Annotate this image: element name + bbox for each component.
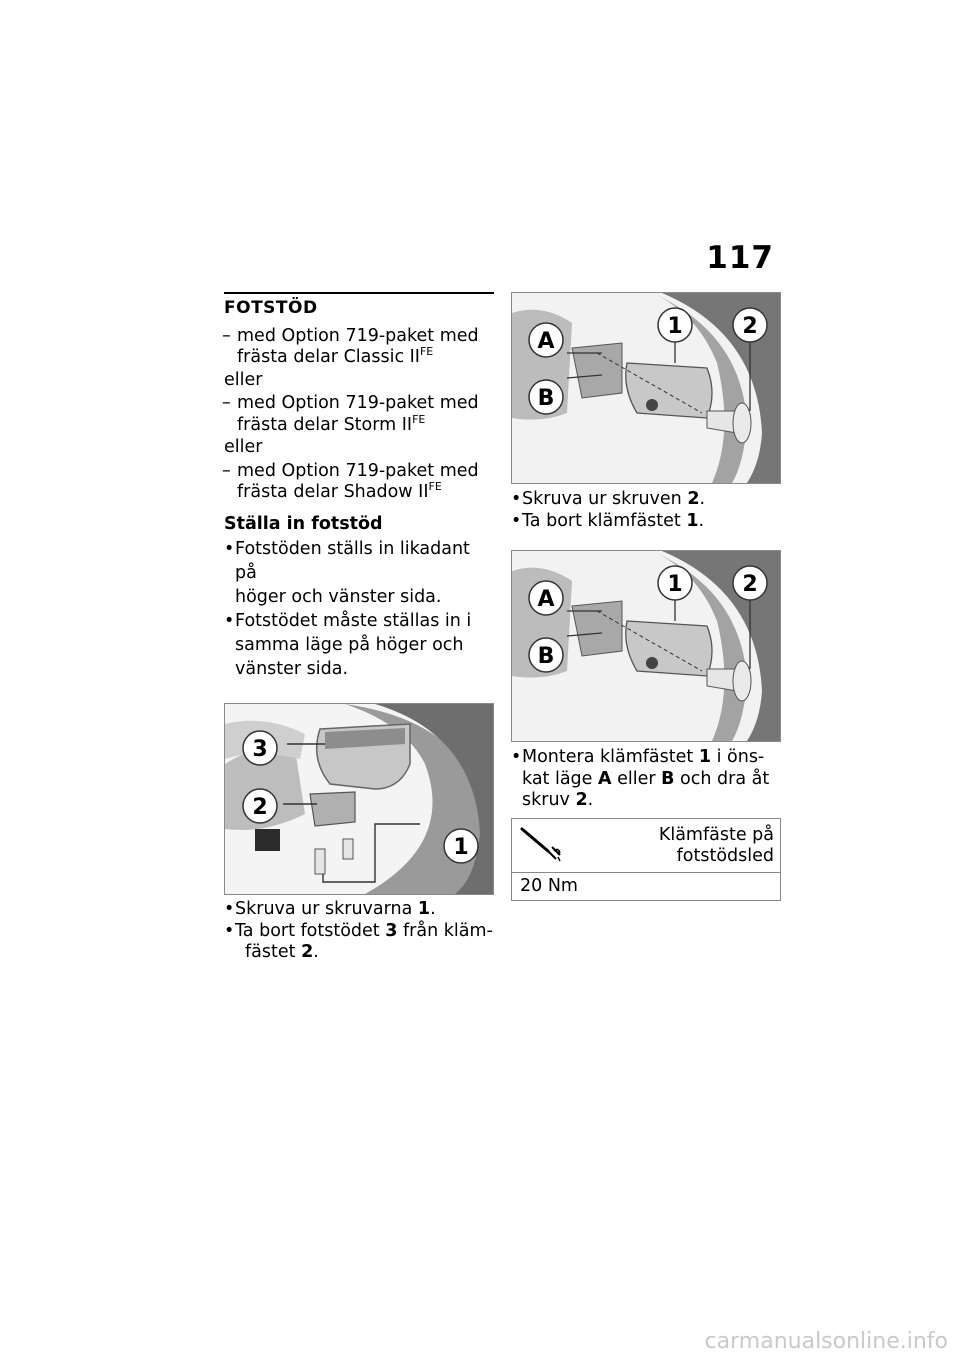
dash-mark: – xyxy=(222,460,231,481)
bullet-text: vänster sida. xyxy=(235,659,349,679)
section-title: FOTSTÖD xyxy=(224,298,318,318)
option-line xyxy=(237,412,494,437)
step-text: Ta bort klämfästet 1. xyxy=(522,510,705,531)
figure-label: 2 xyxy=(252,795,268,820)
bullet-text: Fotstödet måste ställas in i xyxy=(235,611,472,631)
step-item xyxy=(511,489,781,511)
torque-table xyxy=(511,818,781,902)
step-item xyxy=(511,511,781,533)
footrest-figure xyxy=(224,703,494,895)
step-text: Ta bort fotstödet 3 från kläm- xyxy=(235,920,493,941)
step-text: kat läge A eller B och dra åt xyxy=(522,768,770,789)
figure-label: 1 xyxy=(667,314,683,339)
figure-label: B xyxy=(537,386,555,411)
option-sup: FE xyxy=(412,412,426,426)
or-text: eller xyxy=(224,369,263,390)
torque-label: Klämfäste på fotstödsled xyxy=(658,824,774,866)
torque-table-header xyxy=(512,819,780,873)
figure-label: 3 xyxy=(252,737,268,762)
clamp-figure-mount xyxy=(511,550,781,742)
bullet-item xyxy=(224,537,494,609)
figure-label: 1 xyxy=(667,572,683,597)
step-item xyxy=(224,899,494,921)
option-text: frästa delar Storm II xyxy=(237,414,413,435)
dash-mark: – xyxy=(222,393,231,413)
clamp-illustration xyxy=(512,551,780,741)
page-number: 117 xyxy=(706,240,774,276)
figure-label: A xyxy=(537,329,555,354)
option-sup: FE xyxy=(419,345,434,358)
clamp-illustration xyxy=(512,293,780,483)
bullet-icon: • xyxy=(224,899,235,919)
footrest-illustration xyxy=(225,704,493,894)
bullet-icon: • xyxy=(224,611,235,631)
clamp-figure-remove xyxy=(511,292,781,484)
bullet-icon: • xyxy=(511,489,522,509)
right-column xyxy=(511,292,781,901)
step-item xyxy=(224,921,494,964)
step-text: fästet 2. xyxy=(245,942,319,962)
step-text: Skruva ur skruvarna 1. xyxy=(235,899,436,919)
step-text: Montera klämfästet 1 i öns- xyxy=(522,747,765,767)
figure-label: A xyxy=(537,587,555,612)
figure-label: B xyxy=(537,644,555,669)
option-item xyxy=(224,393,494,436)
left-column xyxy=(224,292,494,964)
option-line: med Option 719-paket med xyxy=(237,393,479,413)
step-text: Skruva ur skruven 2. xyxy=(522,489,706,509)
figure-label: 2 xyxy=(742,572,758,597)
torque-wrench-icon xyxy=(518,823,562,863)
bullet-item xyxy=(224,609,494,681)
dash-mark: – xyxy=(222,325,231,346)
bullet-icon: • xyxy=(511,510,522,531)
step-item xyxy=(511,747,781,812)
bullet-text: Fotstöden ställs in likadant på xyxy=(235,539,470,583)
torque-value: 20 Nm xyxy=(520,875,578,896)
option-line xyxy=(237,347,494,369)
bullet-icon: • xyxy=(511,747,522,767)
option-line: med Option 719-paket med xyxy=(237,460,479,481)
bullet-text: höger och vänster sida. xyxy=(235,587,442,607)
step-text: skruv 2. xyxy=(522,790,594,810)
figure-label: 2 xyxy=(742,314,758,339)
subheading: Ställa in fotstöd xyxy=(224,513,383,534)
option-line xyxy=(237,482,494,504)
option-line: med Option 719-paket med xyxy=(237,325,479,346)
option-sup: FE xyxy=(428,480,442,493)
bullet-icon: • xyxy=(224,920,235,941)
option-item xyxy=(224,326,494,369)
figure-label: 1 xyxy=(453,835,469,860)
watermark: carmanualsonline.info xyxy=(704,1329,948,1354)
section-rule xyxy=(224,292,494,320)
or-text: eller xyxy=(224,437,263,457)
bullet-icon: • xyxy=(224,539,235,559)
option-item xyxy=(224,461,494,504)
option-text: frästa delar Classic II xyxy=(237,347,420,367)
option-text: frästa delar Shadow II xyxy=(237,482,429,502)
bullet-text: samma läge på höger och xyxy=(235,635,464,655)
